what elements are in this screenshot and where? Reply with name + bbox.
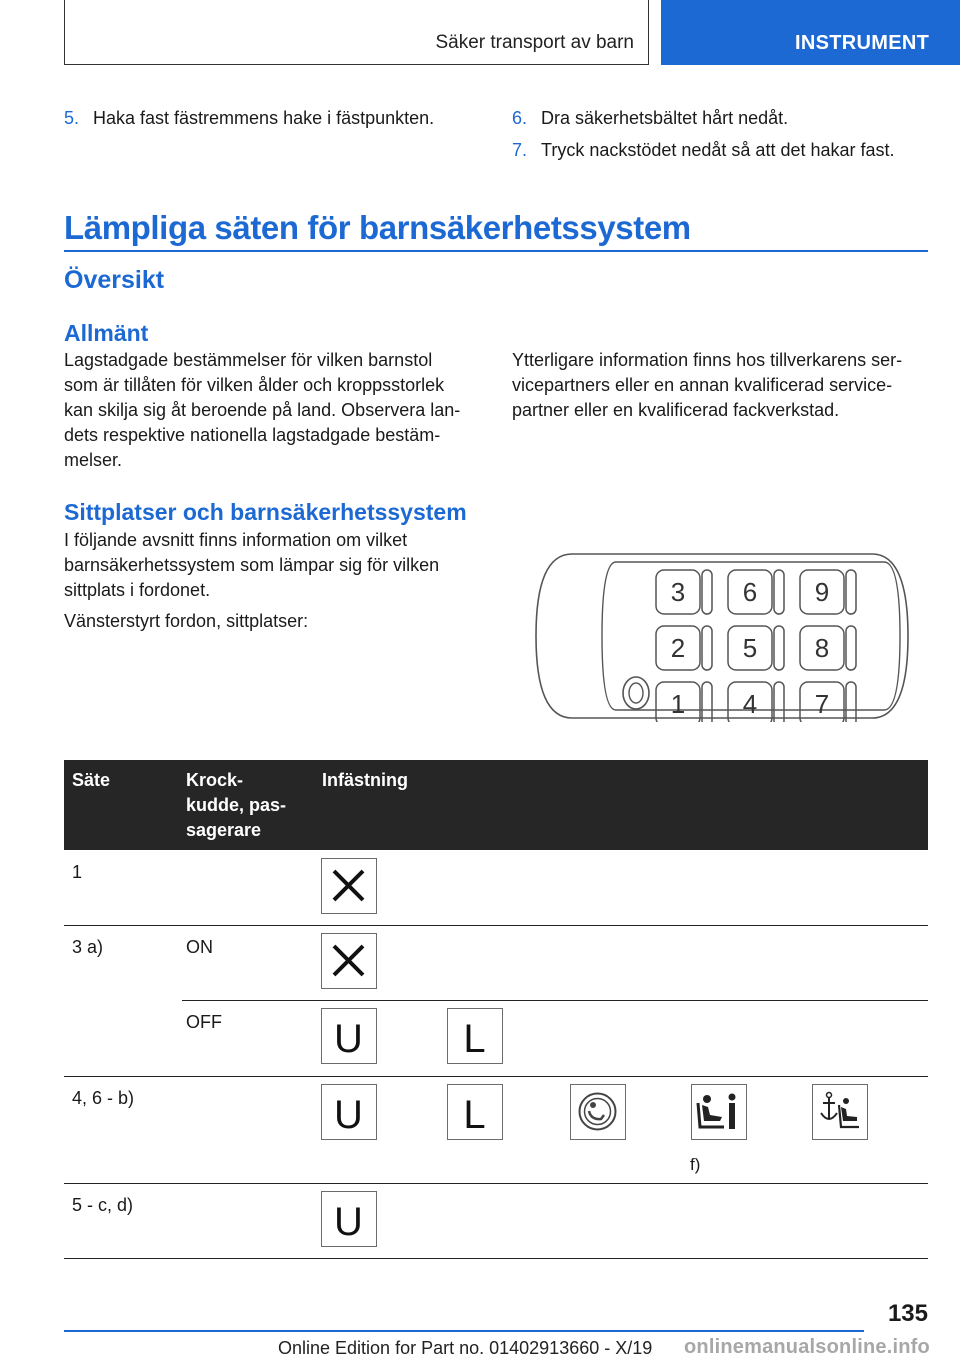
table-cell-seat: 4, 6 - b) — [72, 1088, 135, 1108]
text-line: som är tillåten för vilken ålder och kroppsstorlek — [64, 375, 445, 395]
universal-icon — [321, 1084, 377, 1140]
seat-number: 6 — [742, 577, 758, 607]
seat-number: 7 — [814, 689, 830, 719]
isofix-lower-icon — [447, 1008, 503, 1064]
seating-caption — [64, 609, 308, 634]
seat-number: 5 — [742, 633, 758, 663]
header-section-box — [64, 0, 649, 65]
general-paragraph — [64, 348, 460, 473]
step-text: Dra säkerhetsbältet hårt nedåt. — [541, 108, 789, 128]
step-number: 7. — [512, 140, 528, 160]
text-line: Ytterligare information finns hos tillverkarens ser- — [512, 350, 903, 370]
text-line: kan skilja sig åt beroende på land. Observera lan- — [64, 400, 461, 420]
section-heading: Översikt — [64, 266, 165, 294]
table-cell-airbag: ON — [186, 937, 213, 957]
seat-backrest — [846, 570, 856, 614]
svg-text:U: U — [334, 1200, 363, 1244]
table-row-divider — [64, 1076, 928, 1077]
text-line: vicepartners eller en annan kvalificerad service- — [512, 375, 893, 395]
footnote-marker: f) — [690, 1155, 701, 1174]
header-section-title: Säker transport av barn — [435, 32, 634, 53]
subsection-heading-general: Allmänt — [64, 320, 149, 346]
step-text: Haka fast fästremmens hake i fästpunkten. — [93, 108, 435, 128]
cross-icon — [321, 933, 377, 989]
universal-icon — [321, 1008, 377, 1064]
svg-text:U: U — [334, 1017, 363, 1061]
seat-backrest — [702, 682, 712, 722]
seat-number: 8 — [814, 633, 830, 663]
steering-wheel-icon — [623, 677, 649, 709]
child-seat-icon — [570, 1084, 626, 1140]
text-line: Lagstadgade bestämmelser för vilken barnstol — [64, 350, 433, 370]
table-cell-seat: 3 a) — [72, 937, 104, 957]
seat-number: 9 — [814, 577, 830, 607]
seat-backrest — [846, 682, 856, 722]
page-number: 135 — [887, 1300, 928, 1327]
subsection-heading-seating: Sittplatser och barnsäkerhetssystem — [64, 499, 467, 525]
step-number: 6. — [512, 108, 528, 128]
text-line: melser. — [64, 450, 123, 470]
header-line: sagerare — [186, 820, 262, 840]
title-divider — [64, 250, 928, 252]
header-line: Krock- — [186, 770, 244, 790]
text-line: Vänsterstyrt fordon, sittplatser: — [64, 611, 309, 631]
page-title: Lämpliga säten för barnsäkerhetssystem — [64, 209, 691, 246]
seat-backrest — [774, 626, 784, 670]
child-seat-info-icon — [691, 1084, 747, 1140]
more-info-paragraph — [512, 348, 902, 423]
text-line: I följande avsnitt finns information om vilket — [64, 530, 408, 550]
table-row-divider — [64, 1183, 928, 1184]
seat-backrest — [702, 570, 712, 614]
header-line: kudde, pas- — [186, 795, 287, 815]
step-number: 5. — [64, 108, 80, 128]
text-line: barnsäkerhetssystem som lämpar sig för vilken — [64, 555, 440, 575]
seat-number: 2 — [670, 633, 686, 663]
table-cell-airbag: OFF — [186, 1012, 222, 1032]
table-row-divider — [64, 1258, 928, 1259]
seat-backrest — [774, 570, 784, 614]
svg-text:L: L — [463, 1017, 486, 1061]
step-text: Tryck nackstödet nedåt så att det hakar fast. — [541, 140, 895, 160]
table-cell-seat: 1 — [72, 862, 83, 882]
seating-paragraph — [64, 528, 439, 603]
column-header-seat: Säte — [72, 770, 111, 790]
header-chapter-title: INSTRUMENT — [795, 32, 930, 54]
universal-icon — [321, 1191, 377, 1247]
svg-text:L: L — [463, 1093, 486, 1137]
text-line: sittplats i fordonet. — [64, 580, 211, 600]
column-header-mount: Infästning — [322, 770, 408, 790]
seat-backrest — [846, 626, 856, 670]
footer-edition: Online Edition for Part no. 01402913660 - X/19 — [278, 1338, 653, 1358]
footer-watermark: onlinemanualsonline.info — [684, 1336, 930, 1358]
cross-icon — [321, 858, 377, 914]
seat-number: 4 — [742, 689, 758, 719]
isofix-lower-icon — [447, 1084, 503, 1140]
svg-text:U: U — [334, 1093, 363, 1137]
column-header-airbag — [186, 768, 286, 843]
text-line: dets respektive nationella lagstadgade bestäm- — [64, 425, 441, 445]
table-row-divider — [182, 1000, 928, 1001]
seat-backrest — [774, 682, 784, 722]
table-cell-seat: 5 - c, d) — [72, 1195, 134, 1215]
seat-backrest — [702, 626, 712, 670]
footer-divider — [64, 1330, 864, 1332]
anchor-seat-icon — [812, 1084, 868, 1140]
seat-number: 1 — [670, 689, 686, 719]
text-line: partner eller en kvalificerad fackverkstad. — [512, 400, 840, 420]
seat-layout-diagram — [532, 550, 910, 722]
seat-number: 3 — [670, 577, 686, 607]
table-row-divider — [64, 925, 928, 926]
seat-grid — [656, 570, 856, 722]
